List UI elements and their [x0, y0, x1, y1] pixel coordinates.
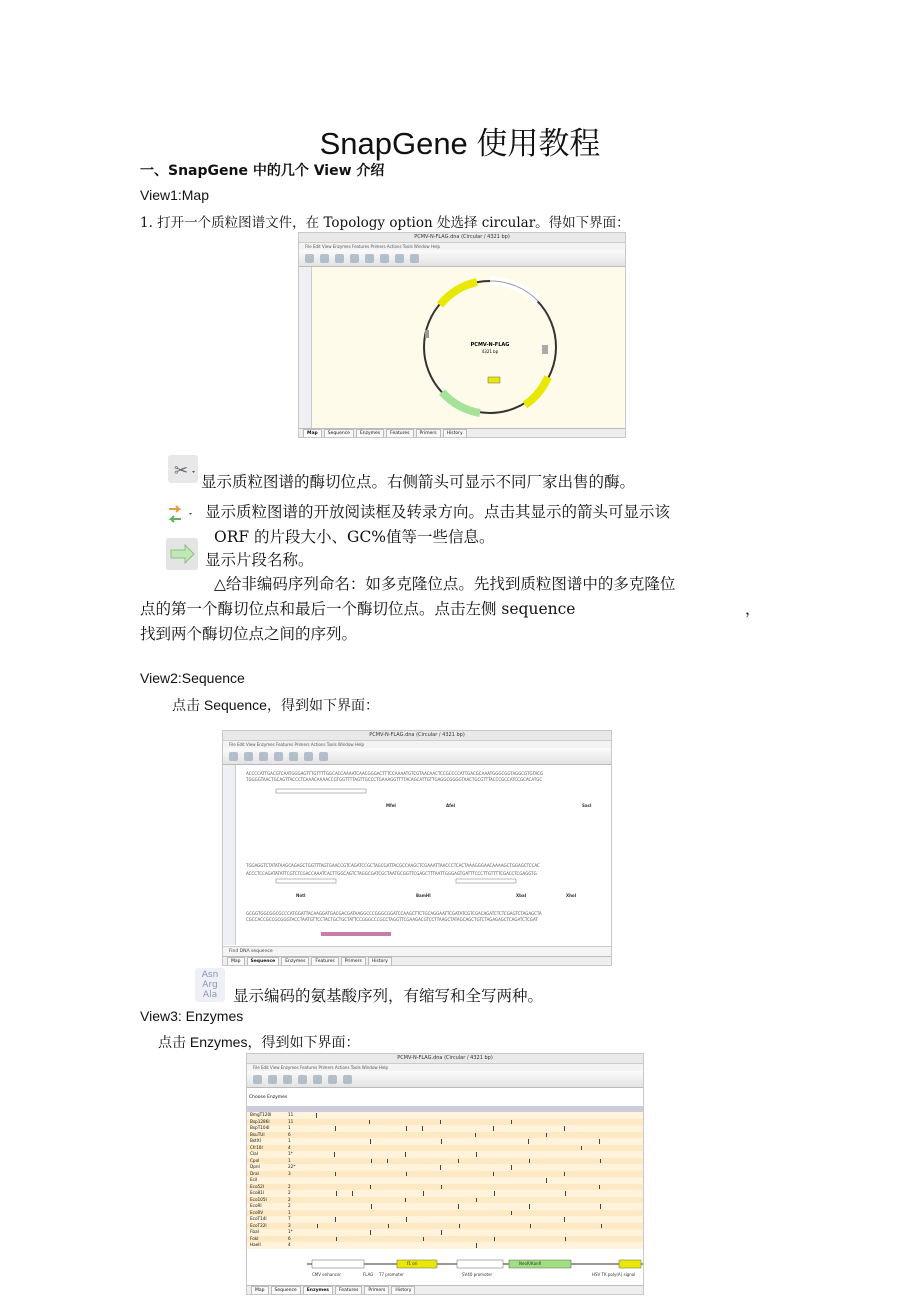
cut-site-tick — [317, 1224, 318, 1229]
enzyme-count: 1* — [288, 1151, 293, 1156]
enzyme-count: 4 — [288, 1242, 291, 1247]
cut-site-tick — [493, 1172, 494, 1177]
tab-primers[interactable]: Primers — [416, 429, 441, 437]
cut-site-tick — [371, 1204, 372, 1209]
svg-text:NotI: NotI — [296, 893, 306, 898]
cut-site-tick — [494, 1191, 495, 1196]
naming-line-2-comma: ， — [745, 600, 761, 618]
aa-desc: 显示编码的氨基酸序列，有缩写和全写两种。 — [233, 987, 544, 1005]
cut-site-tick — [476, 1243, 477, 1248]
cut-site-tick — [405, 1198, 406, 1203]
svg-text:✂: ✂ — [174, 461, 189, 481]
enzyme-row[interactable] — [247, 1242, 643, 1249]
enzyme-desc: 显示质粒图谱的酶切位点。右侧箭头可显示不同厂家出售的酶。 — [201, 473, 636, 491]
feature-label: SV40 promoter — [462, 1272, 493, 1277]
window-title: PCMV-N-FLAG.dna (Circular / 4321 bp) — [299, 233, 625, 243]
enzyme-count: 4 — [288, 1144, 291, 1150]
cut-site-tick — [564, 1217, 565, 1222]
svg-text:CGCCACCGCCGCGGGTACCTAATGTTCCTA: CGCCACCGCCGCGGGTACCTAATGTTCCTACTGCTGCTATTCCGGGCCCGCCTAGGTTCGAAGACGTCCTTAAGCTATAGCAGCTGTCTAGAGAGCTCAGATCTCGAT — [246, 917, 538, 922]
cut-site-tick — [423, 1191, 424, 1196]
cut-site-tick — [529, 1159, 530, 1164]
enzyme-name: BsuTUI — [250, 1131, 265, 1137]
cut-site-tick — [530, 1224, 531, 1229]
enzyme-count: 1* — [288, 1229, 293, 1234]
orf-arrows-icon[interactable] — [165, 500, 195, 528]
enzyme-name: BmgT120I — [250, 1112, 272, 1117]
enzyme-name: FbaI — [250, 1229, 259, 1234]
cut-site-tick — [405, 1152, 406, 1157]
cut-site-tick — [388, 1224, 389, 1229]
enzyme-table — [247, 1112, 643, 1249]
cut-site-tick — [600, 1159, 601, 1164]
svg-text:ACCCCATTGACGTCAATGGGAGTTTGTTTT: ACCCCATTGACGTCAATGGGAGTTTGTTTTGGCACCAAAATCAACGGGACTTTCCAAAATGTCGTAACAACTCCGCCCCATTGACGCAAATGGGCGGTAGGCGTGTACG — [246, 771, 544, 776]
enzyme-name: BspT104I — [250, 1125, 270, 1130]
cut-site-tick — [476, 1198, 477, 1203]
cut-site-tick — [564, 1126, 565, 1131]
enzyme-count: 22* — [288, 1164, 296, 1169]
enzyme-name: Eco105I — [250, 1196, 267, 1202]
svg-text:TGGAGGTCTATATAAGCAGAGCTGGTTTAG: TGGAGGTCTATATAAGCAGAGCTGGTTTAGTGAACCGTCAGATCCGCTAGCGATTACGCCAAGCTCGAAATTAACCCTCACTAAAGGGAACAAAAGCTGGAGCTCCAC — [246, 863, 540, 868]
enzyme-count: 11 — [288, 1118, 294, 1124]
svg-text:BamHI: BamHI — [416, 893, 431, 898]
map-view-screenshot: PCMV-N-FLAG.dna (Circular / 4321 bp) File Edit View Enzymes Features Primers Actions Tools Window Help PCMV-N-FLAG 4321 bp Map Sequence Enzymes Features Primers History — [298, 232, 626, 438]
cut-site-tick — [599, 1185, 600, 1190]
tab-map[interactable]: Map — [303, 429, 322, 437]
enzyme-count: 2 — [288, 1190, 291, 1195]
cut-site-tick — [476, 1152, 477, 1157]
svg-text:SacI: SacI — [582, 803, 592, 808]
view2-intro: 点击 Sequence，得到如下界面： — [172, 697, 379, 713]
tab-features[interactable]: Features — [386, 429, 413, 437]
cut-site-tick — [546, 1178, 547, 1183]
svg-text:TGGGGTAACTGCAGTTACCCTCAAACAAAA: TGGGGTAACTGCAGTTACCCTCAAACAAAACCGTGGTTTTAGTTGCCCTGAAAGGTTTTACAGCATTGTTGAGGCGGGGTAACTGCGTTTACCCGCCATCCGCACATGC — [246, 777, 543, 782]
cut-site-tick — [440, 1165, 441, 1170]
naming-line-2: 点的第一个酶切位点和最后一个酶切位点。点击左侧 sequence — [140, 600, 576, 618]
feature-desc: 显示片段名称。 — [205, 551, 314, 569]
enzyme-name: DpnI — [250, 1164, 260, 1169]
enzyme-name: EciI — [250, 1177, 258, 1182]
cut-site-tick — [370, 1185, 371, 1190]
enzyme-count: 7 — [288, 1216, 291, 1221]
cut-site-tick — [316, 1113, 317, 1118]
enzymes-view-screenshot: PCMV-N-FLAG.dna (Circular / 4321 bp) File Edit View Enzymes Features Primers Actions Tools Window Help Choose Enzymes BmgT120I 11 Bsp1286I 11 BspT104I 1 BsuTUI 6 BstXI 1 Cfr10I 4 ClaI 1* CpoI 1 DpnI 22* DraI 3 EciI Eco52I 2 Eco81I 2 Eco105I 2 EcoRI 2 EcoRV 1 EcoT14I 7 EcoT22I 3 FbaI 1* FokI 6 HaeII 4 CMV enhancer FLAG T7 promoter f1 ori SV40 promoter NeoR/KanR HSV TK poly(A) signal Map Sequence Enzymes Features Primers History — [246, 1053, 644, 1295]
enzyme-name: EcoRI — [250, 1203, 262, 1208]
tab-history[interactable]: History — [443, 429, 467, 437]
find-bar[interactable]: Find DNA sequence — [223, 946, 611, 957]
feature-label: T7 promoter — [379, 1272, 404, 1277]
view-tabs — [299, 428, 625, 437]
view3-intro: 点击 Enzymes，得到如下界面： — [158, 1034, 360, 1050]
cut-site-tick — [565, 1191, 566, 1196]
cut-site-tick — [440, 1120, 441, 1125]
cut-site-tick — [511, 1120, 512, 1125]
enzyme-name: EcoRV — [250, 1209, 264, 1215]
sequence-view-screenshot: PCMV-N-FLAG.dna (Circular / 4321 bp) File Edit View Enzymes Features Primers Actions Tools Window Help ACCCCATTGACGTCAATGGGAGTTTGTTTTGGCACCAAAATCAACGGGACTTTCCAAAATGTCGTAACAACTCCGCCCCATTGACGCAAATGGGCGGTAGGCGTGTACG TGGGGTAACTGCAGTTACCCTCAAACAAAACCGTGGTTTTAGTTGCCCTGAAAGGTTTTACAGCATTGTTGAGGCGGGGTAACTGCGTTTACCCGCCATCCGCACATGC TGGAGGTCTATATAAGCAGAGCTGGTTTAGTGAACCGTCAGATCCGCTAGCGATTACGCCAAGCTCGAAATTAACCCTCACTAAAGGGAACAAAAGCTGGAGCTCCAC ACCCTCCAGATATATTCGTCTCGACCAAATCACTTGGCAGTCTAGGCGATCGCTAATGCGGTTCGAGCTTTAATTGGGAGTGATTTCCCTTGTTTTCGACCTCGAGGTG GCGGTGGCGGCGCCCATGGATTACAAGGATGACGACGATAAGGCCCGGGCGGATCCAAGCTTCTGCAGGAATTCGATATCGTCGACAGATCTCTCGAGTCTAGAGCTA CGCCACCGCCGCGGGTACCTAATGTTCCTACTGCTGCTATTCCGGGCCCGCCTAGGTTCGAAGACGTCCTTAAGCTATAGCAGCTGTCTAGAGAGCTCAGATCTCGAT MfeI AfeI SacI NotI BamHI XbaI XhoI Find DNA sequence Map Sequence Enzymes Features Primers History — [222, 730, 612, 966]
enzyme-count: 3 — [288, 1222, 291, 1228]
cut-site-tick — [352, 1191, 353, 1196]
feature-strip — [247, 1250, 643, 1290]
cut-site-tick — [370, 1230, 371, 1235]
feature-label: HSV TK poly(A) signal — [592, 1272, 636, 1277]
cut-site-tick — [546, 1133, 547, 1138]
enzyme-count: 6 — [288, 1131, 291, 1137]
section-heading: 一、SnapGene 中的几个 View 介绍 — [140, 163, 385, 179]
enzyme-name: DraI — [250, 1170, 259, 1176]
plasmid-map — [312, 267, 625, 429]
cut-site-tick — [335, 1172, 336, 1177]
cut-site-tick — [458, 1204, 459, 1209]
map-size: 4321 bp — [481, 349, 499, 354]
enzyme-count: 11 — [288, 1112, 294, 1117]
enzyme-count: 2 — [288, 1196, 291, 1202]
cut-site-tick — [494, 1237, 495, 1242]
cut-site-tick — [406, 1217, 407, 1222]
enzyme-name: ClaI — [250, 1151, 258, 1156]
orf-desc-1: 显示质粒图谱的开放阅读框及转录方向。点击其显示的箭头可显示该 — [205, 503, 671, 521]
feature-label: f1 ori — [407, 1261, 418, 1266]
tab-enzymes[interactable]: Enzymes — [356, 429, 384, 437]
svg-text:ACCCTCCAGATATATTCGTCTCGACCAAAT: ACCCTCCAGATATATTCGTCTCGACCAAATCACTTGGCAGTCTAGGCGATCGCTAATGCGGTTCGAGCTTTAATTGGGAGTGATTTCCCTTGTTTTCGACCTCGAGGTG — [246, 871, 537, 876]
cut-site-tick — [422, 1126, 423, 1131]
cut-site-tick — [406, 1126, 407, 1131]
cut-site-tick — [441, 1139, 442, 1144]
naming-line-3: 找到两个酶切位点之间的序列。 — [140, 625, 358, 643]
cut-site-tick — [493, 1126, 494, 1131]
cut-site-tick — [371, 1159, 372, 1164]
feature-label: FLAG — [363, 1272, 374, 1277]
cut-site-tick — [475, 1133, 476, 1138]
enzyme-name: Eco52I — [250, 1183, 265, 1189]
feature-label: NeoR/KanR — [519, 1261, 542, 1266]
view2-heading: View2:Sequence — [140, 670, 245, 686]
enzyme-count: 1 — [288, 1209, 291, 1215]
cut-site-tick — [458, 1159, 459, 1164]
cut-site-tick — [334, 1152, 335, 1157]
cut-site-tick — [529, 1204, 530, 1209]
cut-site-tick — [581, 1146, 582, 1151]
enzyme-count: 2 — [288, 1203, 291, 1208]
cut-site-tick — [528, 1139, 529, 1144]
cut-site-tick — [336, 1237, 337, 1242]
svg-text:AfeI: AfeI — [446, 803, 456, 808]
enzyme-count: 1 — [288, 1125, 291, 1130]
tab-sequence[interactable]: Sequence — [324, 429, 354, 437]
cut-site-tick — [564, 1172, 565, 1177]
enzyme-name: Bsp1286I — [250, 1118, 270, 1124]
enzyme-name: EcoT14I — [250, 1216, 267, 1221]
enzyme-count: 6 — [288, 1235, 291, 1241]
view1-heading: View1:Map — [140, 187, 210, 203]
cut-site-tick — [336, 1191, 337, 1196]
view1-step1: 1. 打开一个质粒图谱文件，在 Topology option 处选择 circular。得如下界面： — [140, 215, 630, 231]
scissors-icon[interactable] — [168, 455, 198, 483]
map-name: PCMV-N-FLAG — [470, 342, 510, 348]
cut-site-tick — [565, 1237, 566, 1242]
enzyme-count: 1 — [288, 1157, 291, 1163]
cut-site-tick — [601, 1224, 602, 1229]
page-title: SnapGene 使用教程 — [319, 126, 601, 161]
cut-site-tick — [387, 1159, 388, 1164]
enzyme-name: EcoT22I — [250, 1222, 267, 1228]
cut-site-tick — [511, 1165, 512, 1170]
feature-label: CMV enhancer — [312, 1272, 342, 1277]
svg-text:MfeI: MfeI — [386, 803, 396, 808]
cut-site-tick — [511, 1211, 512, 1216]
cut-site-tick — [441, 1230, 442, 1235]
cut-site-tick — [459, 1224, 460, 1229]
enzyme-name: Cfr10I — [250, 1144, 263, 1150]
naming-line-1: △给非编码序列命名：如多克隆位点。先找到质粒图谱中的多克隆位 — [214, 575, 676, 593]
enzyme-name: BstXI — [250, 1138, 261, 1143]
cut-site-tick — [370, 1139, 371, 1144]
enzyme-name: CpoI — [250, 1157, 260, 1163]
enzyme-name: HaeII — [250, 1242, 261, 1247]
cut-site-tick — [406, 1172, 407, 1177]
enzyme-count: 3 — [288, 1170, 291, 1176]
amino-acid-icon[interactable]: Asn Arg Ala — [195, 968, 225, 1002]
sequence-panel — [236, 767, 611, 947]
cut-site-tick — [369, 1120, 370, 1125]
cut-site-tick — [335, 1217, 336, 1222]
cut-site-tick — [335, 1126, 336, 1131]
svg-text:GCGGTGGCGGCGCCCATGGATTACAAGGAT: GCGGTGGCGGCGCCCATGGATTACAAGGATGACGACGATAAGGCCCGGGCGGATCCAAGCTTCTGCAGGAATTCGATATCGTCGACAGATCTCTCGAGTCTAGAGCTA — [246, 911, 542, 916]
svg-text:XbaI: XbaI — [516, 893, 527, 898]
cut-site-tick — [423, 1237, 424, 1242]
enzyme-count: 1 — [288, 1138, 291, 1143]
orf-desc-2: ORF 的片段大小、GC%值等一些信息。 — [214, 528, 495, 546]
enzyme-count: 2 — [288, 1183, 291, 1189]
cut-site-tick — [441, 1185, 442, 1190]
cut-site-tick — [599, 1139, 600, 1144]
enzyme-name: Eco81I — [250, 1190, 265, 1195]
svg-text:XhoI: XhoI — [566, 893, 577, 898]
feature-arrow-icon[interactable] — [166, 538, 198, 570]
cut-site-tick — [600, 1204, 601, 1209]
enzyme-name: FokI — [250, 1235, 259, 1241]
view3-heading: View3: Enzymes — [140, 1008, 244, 1024]
